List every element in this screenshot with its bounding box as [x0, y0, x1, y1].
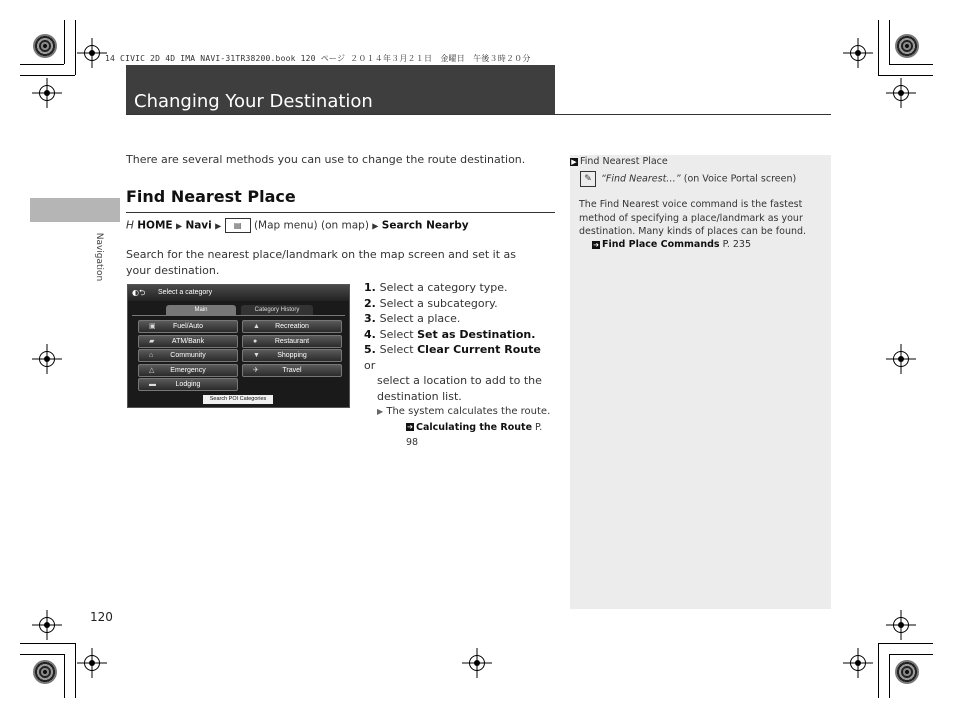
side-tab	[30, 198, 120, 222]
page-number: 120	[90, 610, 113, 624]
nav-path	[126, 218, 469, 234]
category-button-fuel-auto: ▣ Fuel/Auto	[138, 320, 238, 333]
tab-main: Main	[166, 305, 236, 315]
note-icon: ▶	[571, 157, 577, 166]
step-3: 3. Select a place.	[364, 312, 461, 325]
sidebar-text: The Find Nearest voice command is the fastest method of specifying a place/landmark as your destination. Many kinds of places can be found.	[579, 199, 807, 237]
print-header: 14 CIVIC 2D 4D IMA NAVI-31TR38200.book 120 ページ ２０１４年３月２１日 金曜日 午後３時２０分	[105, 54, 531, 63]
category-button-lodging: ▬ Lodging	[138, 378, 238, 391]
restaurant-icon: ●	[253, 337, 258, 345]
registration-mark-icon	[893, 617, 909, 633]
category-screen	[127, 284, 350, 408]
step-5-continuation: select a location to add to the destination list.	[377, 374, 542, 403]
sidebar-title: Find Nearest Place	[580, 156, 668, 167]
registration-mark-icon	[469, 655, 485, 671]
section-title: Find Nearest Place	[126, 187, 296, 206]
color-target-icon	[33, 660, 57, 684]
arrow-right-icon: ▶	[372, 221, 379, 231]
steps-list	[364, 280, 554, 451]
fuel-icon: ▣	[149, 323, 156, 330]
voice-command: “Find Nearest…”	[601, 173, 681, 185]
xref-find-place-commands[interactable]: ➔ Find Place Commands P. 235	[593, 239, 752, 250]
tab-category-history: Category History	[241, 305, 313, 315]
arrow-right-icon: ▶	[175, 221, 183, 231]
step-1: 1. Select a category type.	[364, 281, 508, 294]
result-note: ▶ The system calculates the route.	[377, 406, 551, 417]
home-button-icon: H	[126, 219, 134, 232]
section-underline	[126, 212, 555, 213]
page-title: Changing Your Destination	[134, 91, 373, 112]
registration-mark-icon	[39, 351, 55, 367]
xref-calculating-route[interactable]: ➔ Calculating the Route P. 98	[406, 421, 543, 448]
registration-mark-icon	[84, 655, 100, 671]
plane-icon: ✈	[253, 366, 259, 374]
nav-path-menu-note: (Map menu) (on map)	[253, 219, 369, 232]
cart-icon: ▼	[253, 352, 260, 359]
category-button-shopping: ▼ Shopping	[242, 349, 342, 362]
voice-note: (on Voice Portal screen)	[683, 173, 797, 185]
map-menu-icon: ▤	[225, 218, 251, 233]
color-target-icon	[33, 34, 57, 58]
registration-mark-icon	[893, 351, 909, 367]
community-icon: ⌂	[149, 352, 154, 359]
registration-mark-icon	[39, 85, 55, 101]
category-button-emergency: △ Emergency	[138, 364, 238, 377]
registration-mark-icon	[893, 85, 909, 101]
step-4: 4. Select Set as Destination.	[364, 327, 536, 341]
search-poi-button: Search POI Categories	[203, 395, 273, 404]
nav-path-search: Search Nearby	[381, 219, 469, 232]
side-tab-label: Navigation	[94, 232, 104, 282]
recreation-icon: ▲	[253, 323, 260, 330]
back-icon: ◐⮌	[132, 288, 146, 297]
category-button-travel: ✈ Travel	[242, 364, 342, 377]
registration-mark-icon	[39, 617, 55, 633]
color-target-icon	[895, 660, 919, 684]
bed-icon: ▬	[149, 381, 156, 388]
emergency-icon: △	[149, 366, 155, 374]
nav-path-navi: Navi	[185, 219, 212, 232]
nav-path-home: HOME	[137, 219, 173, 232]
category-button-restaurant: ● Restaurant	[242, 335, 342, 348]
category-button-recreation: ▲ Recreation	[242, 320, 342, 333]
bank-card-icon: ▰	[149, 337, 155, 345]
cross-reference-icon: ➔	[593, 240, 599, 249]
arrow-right-icon: ▶	[215, 221, 222, 231]
arrow-right-icon: ▶	[377, 407, 384, 416]
step-2: 2. Select a subcategory.	[364, 296, 498, 310]
color-target-icon	[895, 34, 919, 58]
sidebar-panel	[570, 155, 831, 609]
step-5: 5. Select Clear Current Route or	[364, 343, 541, 372]
intro-text: There are several methods you can use to change the route destination.	[126, 153, 526, 166]
registration-mark-icon	[850, 45, 866, 61]
category-button-community: ⌂ Community	[138, 349, 238, 362]
category-button-atm-bank: ▰ ATM/Bank	[138, 335, 238, 348]
voice-command-row	[580, 171, 796, 187]
sidebar-title-row	[570, 155, 668, 169]
page-title-bar	[126, 65, 555, 114]
talk-button-icon: ✎	[580, 171, 596, 187]
cross-reference-icon: ➔	[407, 423, 413, 431]
description-text: Search for the nearest place/landmark on the map screen and set it as your destination.	[126, 248, 517, 277]
screen-header-title: Select a category	[158, 289, 213, 296]
registration-mark-icon	[850, 655, 866, 671]
registration-mark-icon	[84, 45, 100, 61]
title-underline	[126, 114, 831, 115]
screen-header	[128, 285, 349, 301]
